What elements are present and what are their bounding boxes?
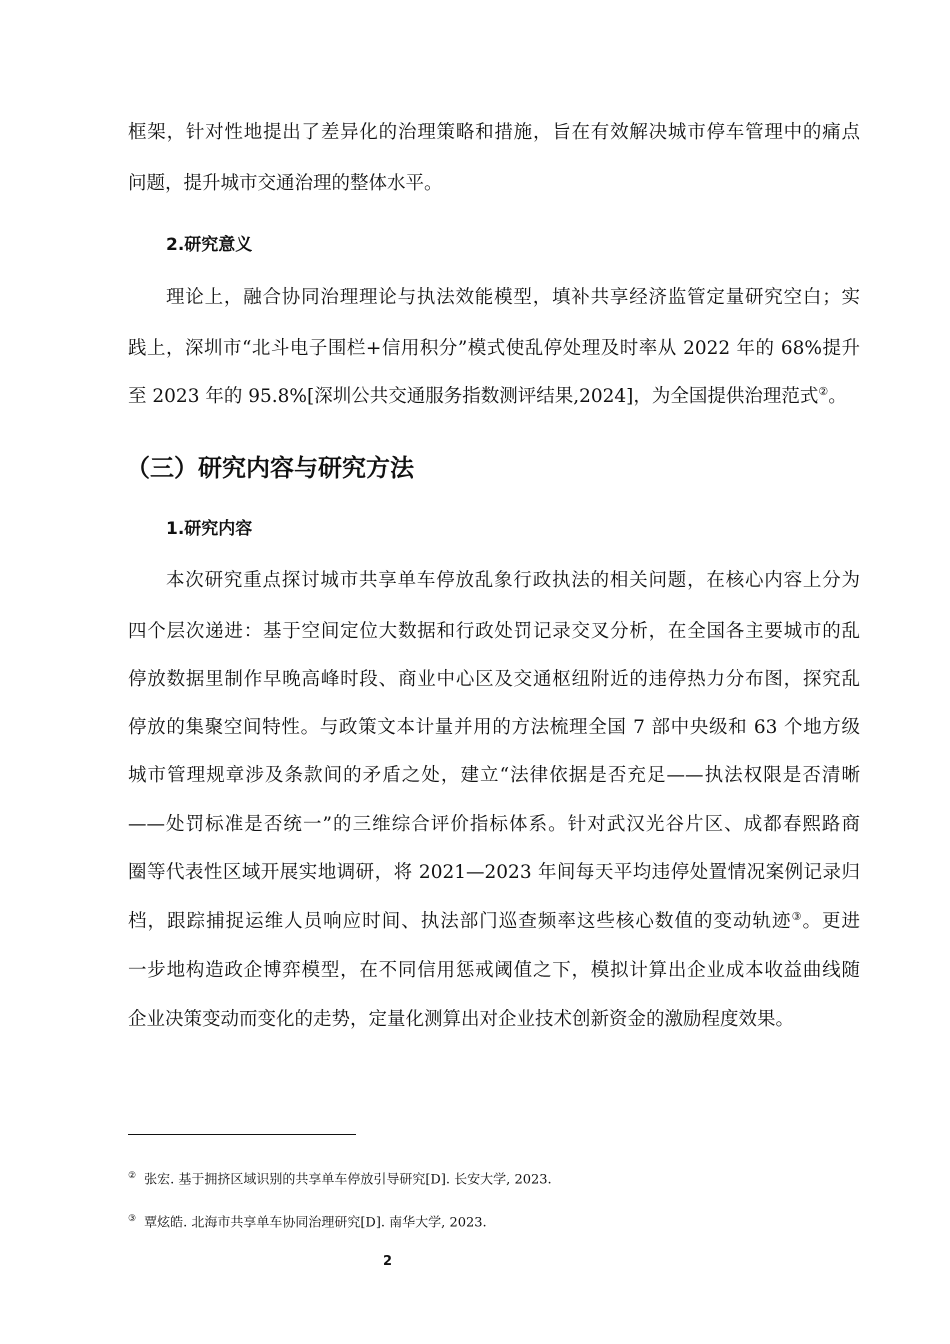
paragraph-line: 企业决策变动而变化的走势，定量化测算出对企业技术创新资金的激励程度效果。 — [128, 1009, 795, 1030]
paragraph-text: 。更进 — [802, 911, 860, 932]
paragraph-line: 停放的集聚空间特性。与政策文本计量并用的方法梳理全国 7 部中央级和 63 个地方级 — [128, 717, 860, 738]
paragraph-text: 档，跟踪捕捉运维人员响应时间、执法部门巡查频率这些核心数值的变动轨迹 — [128, 911, 792, 932]
paragraph-line: 城市管理规章涉及条款间的矛盾之处，建立“法律依据是否充足——执法权限是否清晰 — [128, 765, 860, 786]
subsection-heading-significance: 2.研究意义 — [166, 235, 253, 255]
paragraph-line: 框架，针对性地提出了差异化的治理策略和措施，旨在有效解决城市停车管理中的痛点 — [128, 122, 860, 143]
footnote-text: 张宏. 基于拥挤区域识别的共享单车停放引导研究[D]. 长安大学, 2023. — [144, 1172, 552, 1188]
footnote-text: 覃炫皓. 北海市共享单车协同治理研究[D]. 南华大学, 2023. — [144, 1215, 487, 1231]
paragraph-line: 践上，深圳市“北斗电子围栏+信用积分”模式使乱停处理及时率从 2022 年的 68%提升 — [128, 338, 860, 359]
paragraph-line — [128, 384, 860, 410]
paragraph-line: 圈等代表性区域开展实地调研，将 2021—2023 年间每天平均违停处置情况案例记录归 — [128, 862, 860, 883]
footnote-reference: ② — [818, 384, 829, 398]
footnote-mark: ② — [128, 1171, 137, 1181]
paragraph-line: 本次研究重点探讨城市共享单车停放乱象行政执法的相关问题，在核心内容上分为 — [166, 570, 860, 591]
footnote-mark: ③ — [128, 1214, 137, 1224]
footnote — [128, 1167, 552, 1189]
paragraph-text: 至 2023 年的 95.8%[深圳公共交通服务指数测评结果,2024]，为全国提供治理范式 — [128, 386, 819, 407]
page-number: 2 — [382, 1254, 393, 1269]
paragraph-line: 停放数据里制作早晚高峰时段、商业中心区及交通枢纽附近的违停热力分布图，探究乱 — [128, 669, 860, 690]
footnote — [128, 1210, 487, 1232]
paragraph-line: 理论上，融合协同治理理论与执法效能模型，填补共享经济监管定量研究空白；实 — [166, 287, 860, 308]
footnote-separator — [128, 1134, 356, 1135]
paragraph-line: 一步地构造政企博弈模型，在不同信用惩戒阈值之下，模拟计算出企业成本收益曲线随 — [128, 960, 860, 981]
footnote-reference: ③ — [791, 909, 803, 923]
paragraph-line: 四个层次递进：基于空间定位大数据和行政处罚记录交叉分析，在全国各主要城市的乱 — [128, 621, 860, 642]
subsection-heading-content: 1.研究内容 — [166, 519, 253, 539]
paragraph-line: ——处罚标准是否统一”的三维综合评价指标体系。针对武汉光谷片区、成都春熙路商 — [128, 814, 860, 835]
paragraph-line — [128, 909, 860, 935]
paragraph-line: 问题，提升城市交通治理的整体水平。 — [128, 173, 443, 194]
section-heading: （三）研究内容与研究方法 — [126, 454, 414, 482]
paragraph-text: 。 — [828, 386, 847, 407]
